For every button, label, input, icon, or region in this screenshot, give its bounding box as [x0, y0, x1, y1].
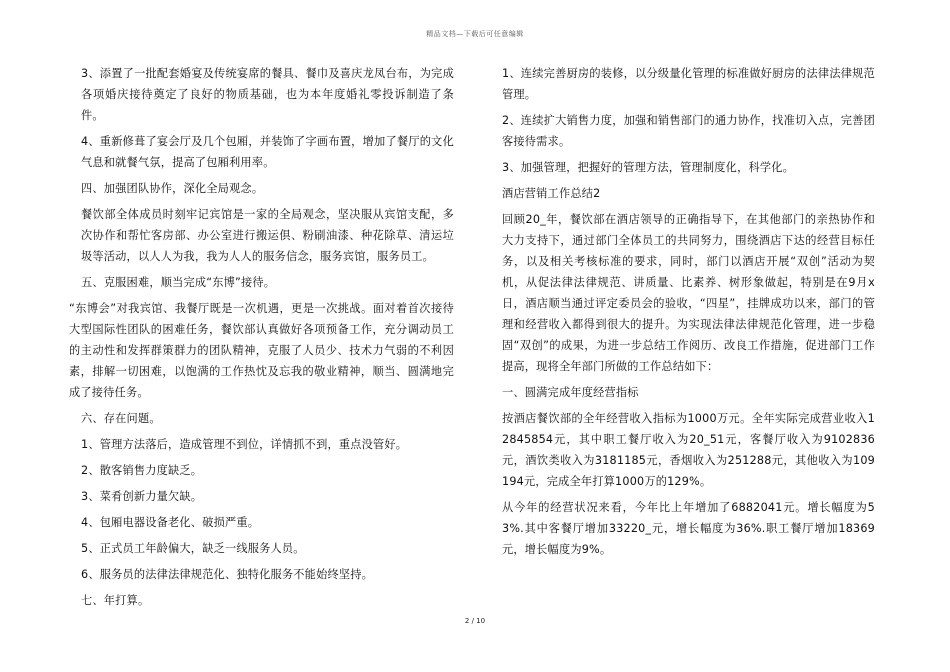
list-item: 2、散客销售力度缺乏。 — [81, 464, 203, 477]
page-number: 2 / 10 — [464, 617, 486, 625]
page-header: 精品文档—下载后可任意编辑 — [426, 30, 524, 38]
right-column — [490, 63, 875, 565]
paragraph: 按酒店餐饮部的全年经营收入指标为1000万元。全年实际完成营业收入12845854元，其中职工餐厅收入为20_51元，客餐厅收入为9102836元，酒饮类收入为3181185元，香烟收入为251288元，其他收入为109194元，完成全年打算1000万的129%。 — [502, 412, 875, 488]
left-column — [69, 63, 454, 616]
paragraph: 餐饮部全体成员时刻牢记宾馆是一家的全局观念，坚决服从宾馆支配，多次协作和帮忙客房部、办公室进行搬运倶、粉刷油漆、种花除草、清运垃圾等活动，以人人为我，我为人人的服务信念，服务宾馆，服务员工。 — [81, 208, 454, 263]
paragraph: 3、添置了一批配套婚宴及传统宴席的餐具、餐巾及喜庆龙凤台布，为完成各项婚庆接待奠定了良好的物质基础，也为本年度婚礼零投诉制造了条件。 — [81, 67, 454, 122]
paragraph: “东博会”对我宾馆、我餐厅既是一次机遇，更是一次挑战。面对着首次接待大型国际性团队的困难任务，餐饮部认真做好各项预备工作，充分调动员工的主动性和发挥群策群力的团队精神，克服了人员少、技术力气弱的不利因素，排解一切困难，以饱满的工作热忱及忘我的敬业精神，顺当、圆满地完成了接待任务。 — [69, 302, 454, 399]
list-item: 6、服务员的法律法律规范化、独特化服务不能始终坚持。 — [81, 568, 374, 581]
section-heading: 一、圆满完成年度经营指标 — [502, 386, 639, 399]
list-item: 3、加强管理，把握好的管理方法，管理制度化，科学化。 — [502, 161, 795, 174]
list-item: 1、管理方法落后，造成管理不到位，详情抓不到，重点没管好。 — [81, 438, 408, 451]
list-item: 1、连续完善厨房的装修，以分级量化管理的标准做好厨房的法律法律规范管理。 — [502, 67, 875, 101]
document-title: 酒店营销工作总结2 — [502, 187, 601, 200]
list-item: 4、包厢电器设备老化、破损严重。 — [81, 516, 260, 529]
section-heading: 六、存在问题。 — [81, 412, 161, 425]
paragraph: 回顾20_年，餐饮部在酒店领导的正确指导下，在其他部门的亲热协作和大力支持下，通过部门全体员工的共同努力，围绕酒店下达的经营目标任务，以及相关考核标准的要求，同时，部门以酒店开展“双创”活动为契机，从促法律法律规范、讲质量、比素养、树形象做起，特别是在9月x日，酒店顺当通过评定委员会的验收，“四星”，挂牌成功以来，部门的管理和经营收入都得到很大的提升。为实现法律法律规范化管理，进一步稳固“双创”的成果，为进一步总结工作阅历、改良工作措施，促进部门工作提高，现将全年部门所做的工作总结如下： — [502, 213, 875, 373]
list-item: 5、正式员工年龄偏大，缺乏一线服务人员。 — [81, 542, 305, 555]
section-heading: 四、加强团队协作，深化全局观念。 — [81, 182, 264, 195]
section-heading: 五、克服困难，顺当完成“东博”接待。 — [81, 276, 276, 289]
paragraph: 4、重新修葺了宴会厅及几个包厢，并装饰了字画布置，增加了餐厅的文化气息和就餐气氛，提高了包厢利用率。 — [81, 135, 454, 169]
section-heading: 七、年打算。 — [81, 594, 150, 607]
list-item: 3、菜肴创新力量欠缺。 — [81, 490, 203, 503]
paragraph: 从今年的经营状况来看，今年比上年增加了6882041元。增长幅度为53%.其中客餐厅增加33220_元，增长幅度为36%.职工餐厅增加18369元，增长幅度为9%。 — [502, 501, 875, 556]
list-item: 2、连续扩大销售力度，加强和销售部门的通力协作，找准切入点，完善团客接待需求。 — [502, 114, 875, 148]
